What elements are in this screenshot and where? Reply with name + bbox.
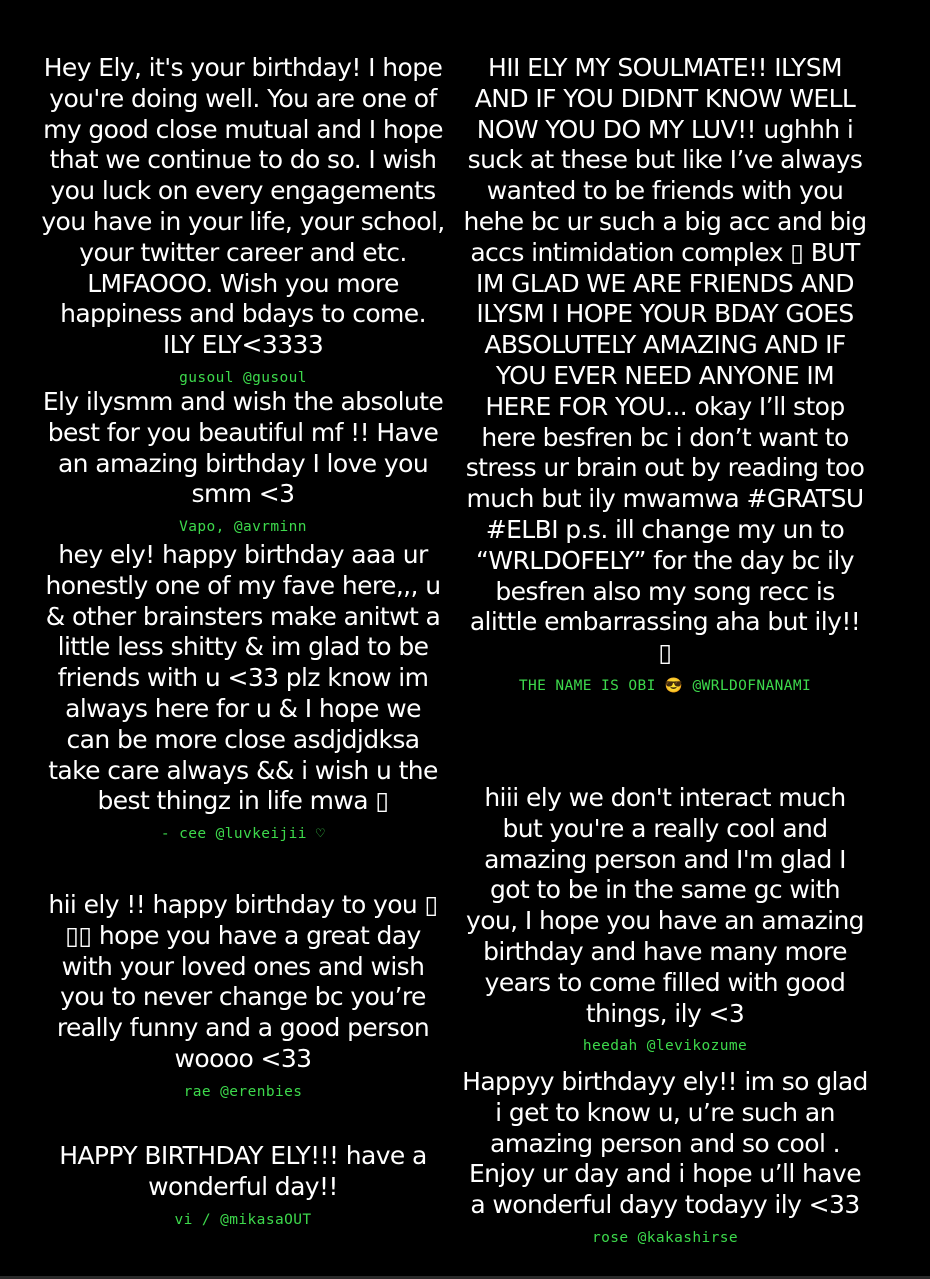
message-signature: Vapo, @avrminn	[179, 519, 307, 536]
message-card	[462, 1067, 868, 1247]
message-signature: rose @kakashirse	[591, 1229, 739, 1246]
message-text: hey ely! happy birthday aaa ur honestly one of my fave here,,, u & other brainsters make anitwt a little less shitty & im glad to be friends with u <33 plz know im always here for u & I hope we can be more close asdjdjdksa take care always && i wish u the best thingz in life mwa ▯	[45, 540, 441, 816]
message-card	[462, 53, 868, 695]
message-card	[41, 1141, 445, 1229]
message-card	[41, 53, 445, 387]
message-signature: THE NAME IS OBI 😎 @WRLDOFNANAMI	[518, 677, 812, 694]
message-signature: gusoul @gusoul	[179, 369, 307, 386]
message-signature: - cee @luvkeijii ♡	[160, 826, 326, 843]
message-card	[462, 783, 868, 1055]
message-text: Happyy birthdayy ely!! im so glad i get to know u, u’re such an amazing person and so cool . Enjoy ur day and i hope u’ll have a wonderful dayy todayy ily <33	[462, 1067, 868, 1220]
message-text: HAPPY BIRTHDAY ELY!!! have a wonderful day!!	[59, 1141, 427, 1201]
message-text: HII ELY MY SOULMATE!! ILYSM AND IF YOU DIDNT KNOW WELL NOW YOU DO MY LUV!! ughhh i suck at these but like I’ve always wanted to be friends with you hehe bc ur such a big acc and big accs intimidation complex ▯ BUT IM GLAD WE ARE FRIENDS AND ILYSM I HOPE YOUR BDAY GOES ABSOLUTELY AMAZING AND IF YOU EVER NEED ANYONE IM HERE FOR YOU... okay I’ll stop here besfren bc i don’t want to stress ur brain out by reading too much but ily mwamwa #GRATSU #ELBI p.s. ill change my un to “WRLDOFELY” for the day bc ily besfren also my song recc is alittle embarrassing aha but ily!! ▯	[463, 53, 867, 668]
message-signature: rae @erenbies	[183, 1083, 303, 1100]
message-card	[41, 540, 445, 843]
message-text: Ely ilysmm and wish the absolute best for you beautiful mf !! Have an amazing birthday I love you smm <3	[42, 387, 444, 509]
message-text: hii ely !! happy birthday to you ▯ ▯▯ hope you have a great day with your loved ones and wish you to never change bc you’re really funny and a good person woooo <33	[48, 890, 438, 1073]
message-card	[41, 890, 445, 1101]
message-text: Hey Ely, it's your birthday! I hope you're doing well. You are one of my good close mutual and I hope that we continue to do so. I wish you luck on every engagements you have in your life, your school, your twitter career and etc. LMFAOOO. Wish you more happiness and bdays to come. ILY ELY<3333	[41, 53, 445, 360]
message-card	[41, 387, 445, 536]
message-signature: vi / @mikasaOUT	[174, 1211, 312, 1228]
message-signature: heedah @levikozume	[582, 1038, 748, 1055]
message-text: hiii ely we don't interact much but you're a really cool and amazing person and I'm glad I got to be in the same gc with you, I hope you have an amazing birthday and have many more years to come filled with good things, ily <3	[466, 783, 864, 1028]
